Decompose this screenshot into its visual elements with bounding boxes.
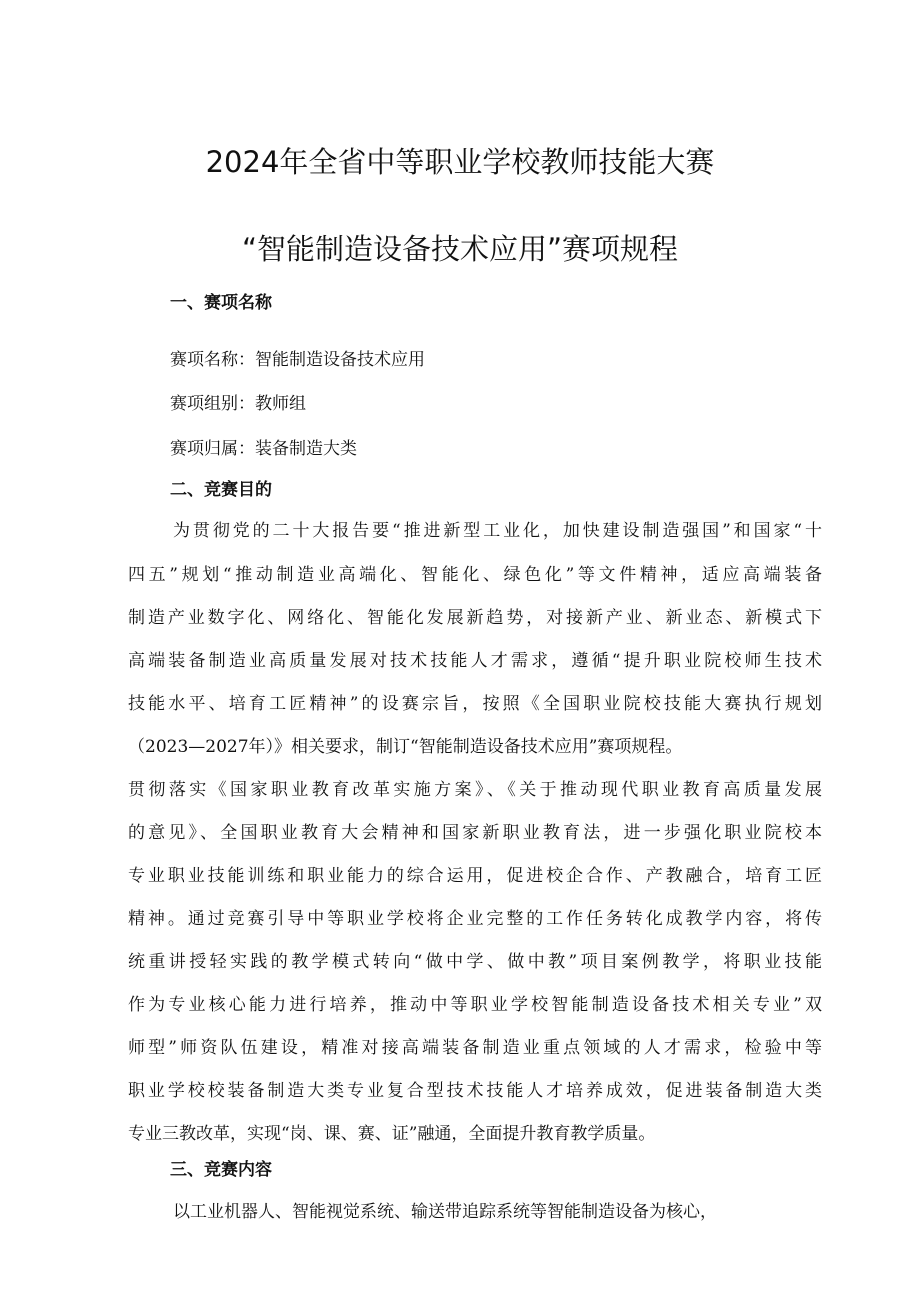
paragraph-line: 精神。通过竞赛引导中等职业学校将企业完整的工作任务转化成教学内容，将传 xyxy=(128,909,822,929)
event-group-item: 赛项组别：教师组 xyxy=(170,394,306,414)
paragraph-line: （2023—2027年）》相关要求，制订“智能制造设备技术应用”赛项规程。 xyxy=(128,737,683,757)
section-heading-content: 三、竞赛内容 xyxy=(170,1160,272,1180)
paragraph-line: 制造产业数字化、网络化、智能化发展新趋势，对接新产业、新业态、新模式下 xyxy=(128,608,822,628)
paragraph-line: 四五”规划“推动制造业高端化、智能化、绿色化”等文件精神，适应高端装备 xyxy=(128,565,822,585)
document-title: 2024年全省中等职业学校教师技能大赛 xyxy=(205,145,715,179)
event-name-item: 赛项名称：智能制造设备技术应用 xyxy=(170,350,425,370)
section-heading-purpose: 二、竞赛目的 xyxy=(170,480,272,500)
paragraph-line: 专业职业技能训练和职业能力的综合运用，促进校企合作、产教融合，培育工匠 xyxy=(128,866,822,886)
paragraph-line: 贯彻落实《国家职业教育改革实施方案》、《关于推动现代职业教育高质量发展 xyxy=(128,780,822,800)
paragraph-line: 专业三教改革，实现“岗、课、赛、证”融通，全面提升教育教学质量。 xyxy=(128,1124,656,1144)
paragraph-line: 作为专业核心能力进行培养，推动中等职业学校智能制造设备技术相关专业”双 xyxy=(128,995,822,1015)
paragraph-line: 职业学校校装备制造大类专业复合型技术技能人才培养成效，促进装备制造大类 xyxy=(128,1081,822,1101)
paragraph-line: 的意见》、全国职业教育大会精神和国家新职业教育法，进一步强化职业院校本 xyxy=(128,823,822,843)
paragraph-line: 以工业机器人、智能视觉系统、输送带追踪系统等智能制造设备为核心， xyxy=(173,1202,717,1222)
event-category-item: 赛项归属：装备制造大类 xyxy=(170,439,357,459)
paragraph-line: 高端装备制造业高质量发展对技术技能人才需求，遵循“提升职业院校师生技术 xyxy=(128,651,822,671)
paragraph-line: 统重讲授轻实践的教学模式转向“做中学、做中教”项目案例教学，将职业技能 xyxy=(128,952,822,972)
paragraph-line: 技能水平、培育工匠精神”的设赛宗旨，按照《全国职业院校技能大赛执行规划 xyxy=(128,694,822,714)
paragraph-line: 师型”师资队伍建设，精准对接高端装备制造业重点领域的人才需求，检验中等 xyxy=(128,1038,822,1058)
paragraph-line: 为贯彻党的二十大报告要“推进新型工业化，加快建设制造强国”和国家“十 xyxy=(173,521,822,541)
section-heading-event-name: 一、赛项名称 xyxy=(170,293,272,313)
document-subtitle: “智能制造设备技术应用”赛项规程 xyxy=(241,232,679,266)
